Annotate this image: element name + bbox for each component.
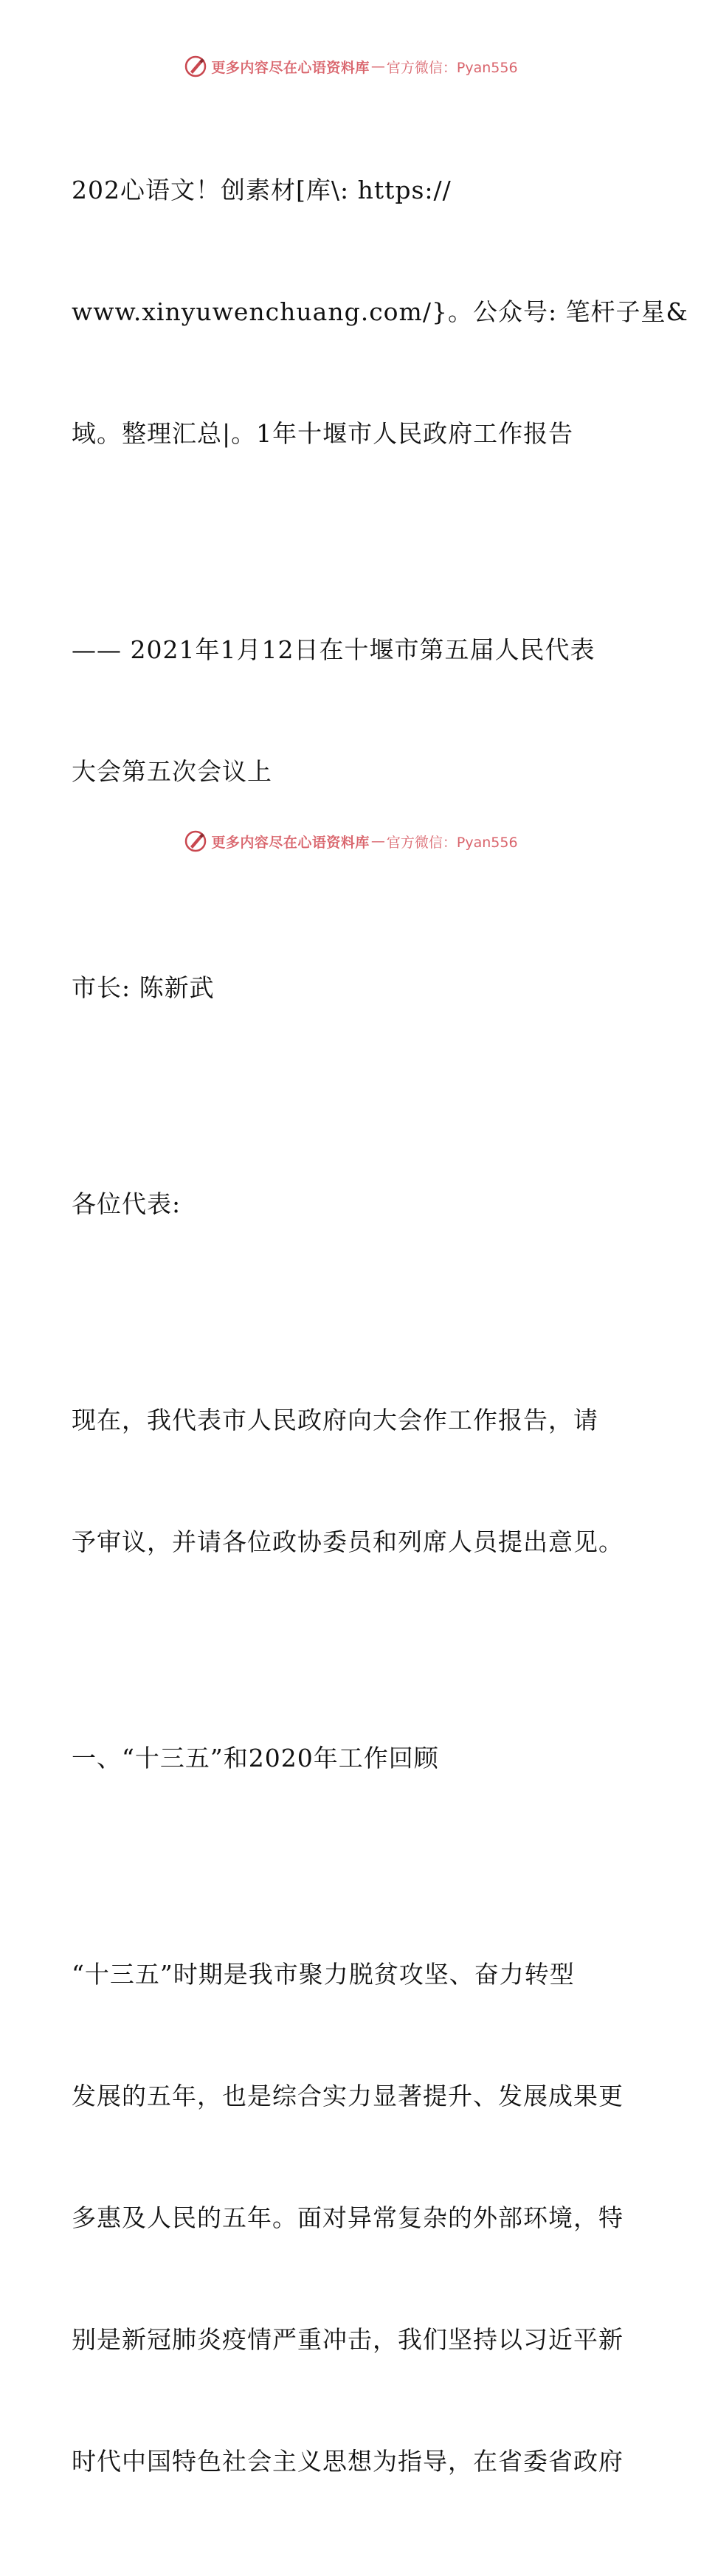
banner-dash: — — [370, 58, 385, 75]
text-line: 市长: 陈新武 — [72, 973, 215, 1002]
paragraph-source-title — [72, 89, 688, 535]
text-line: 时代中国特色社会主义思想为指导，在省委省政府 — [72, 2447, 624, 2476]
paragraph-intro — [72, 1319, 632, 1643]
text-line: www.xinyuwenchuang.com/}。公众号: 笔杆子星& — [72, 297, 688, 326]
header-banner — [0, 52, 701, 81]
text-line: 域。整理汇总|。1年十堰市人民政府工作报告 — [72, 419, 574, 448]
text-line: 大会第五次会议上 — [72, 757, 272, 786]
text-line: 予审议，并请各位政协委员和列席人员提出意见。 — [72, 1527, 624, 1556]
paragraph-salutation — [72, 1102, 632, 1305]
text-line: 发展的五年，也是综合实力显著提升、发展成果更 — [72, 2082, 624, 2110]
pen-logo-icon — [183, 829, 208, 854]
paragraph-subtitle — [72, 548, 632, 873]
pen-logo-icon — [183, 54, 208, 79]
paragraph-mayor — [72, 886, 632, 1089]
text-line: —— 2021年1月12日在十堰市第五届人民代表 — [72, 635, 595, 664]
text-line: 一、“十三五”和2020年工作回顾 — [72, 1744, 439, 1772]
section-heading — [72, 1657, 632, 1860]
banner-official-account: 官方微信：Pyan556 — [386, 59, 518, 76]
text-line: 别是新冠肺炎疫情严重冲击，我们坚持以习近平新 — [72, 2325, 624, 2354]
text-line: 202心语文！创素材[库\: https:// — [72, 176, 452, 204]
banner-main-text: 更多内容尽在心语资料库 — [211, 834, 370, 851]
banner-dash: — — [370, 833, 385, 849]
banner-official-account: 官方微信：Pyan556 — [386, 834, 518, 851]
banner-main-text: 更多内容尽在心语资料库 — [211, 59, 370, 76]
text-line: 多惠及人民的五年。面对异常复杂的外部环境，特 — [72, 2203, 624, 2232]
footer-banner — [0, 826, 701, 856]
document-body — [72, 89, 688, 2576]
text-line: “十三五”时期是我市聚力脱贫攻坚、奋力转型 — [72, 1960, 575, 1989]
text-line: 现在，我代表市人民政府向大会作工作报告，请 — [72, 1406, 598, 1434]
paragraph-review — [72, 1873, 632, 2563]
text-line: 各位代表: — [72, 1189, 182, 1218]
